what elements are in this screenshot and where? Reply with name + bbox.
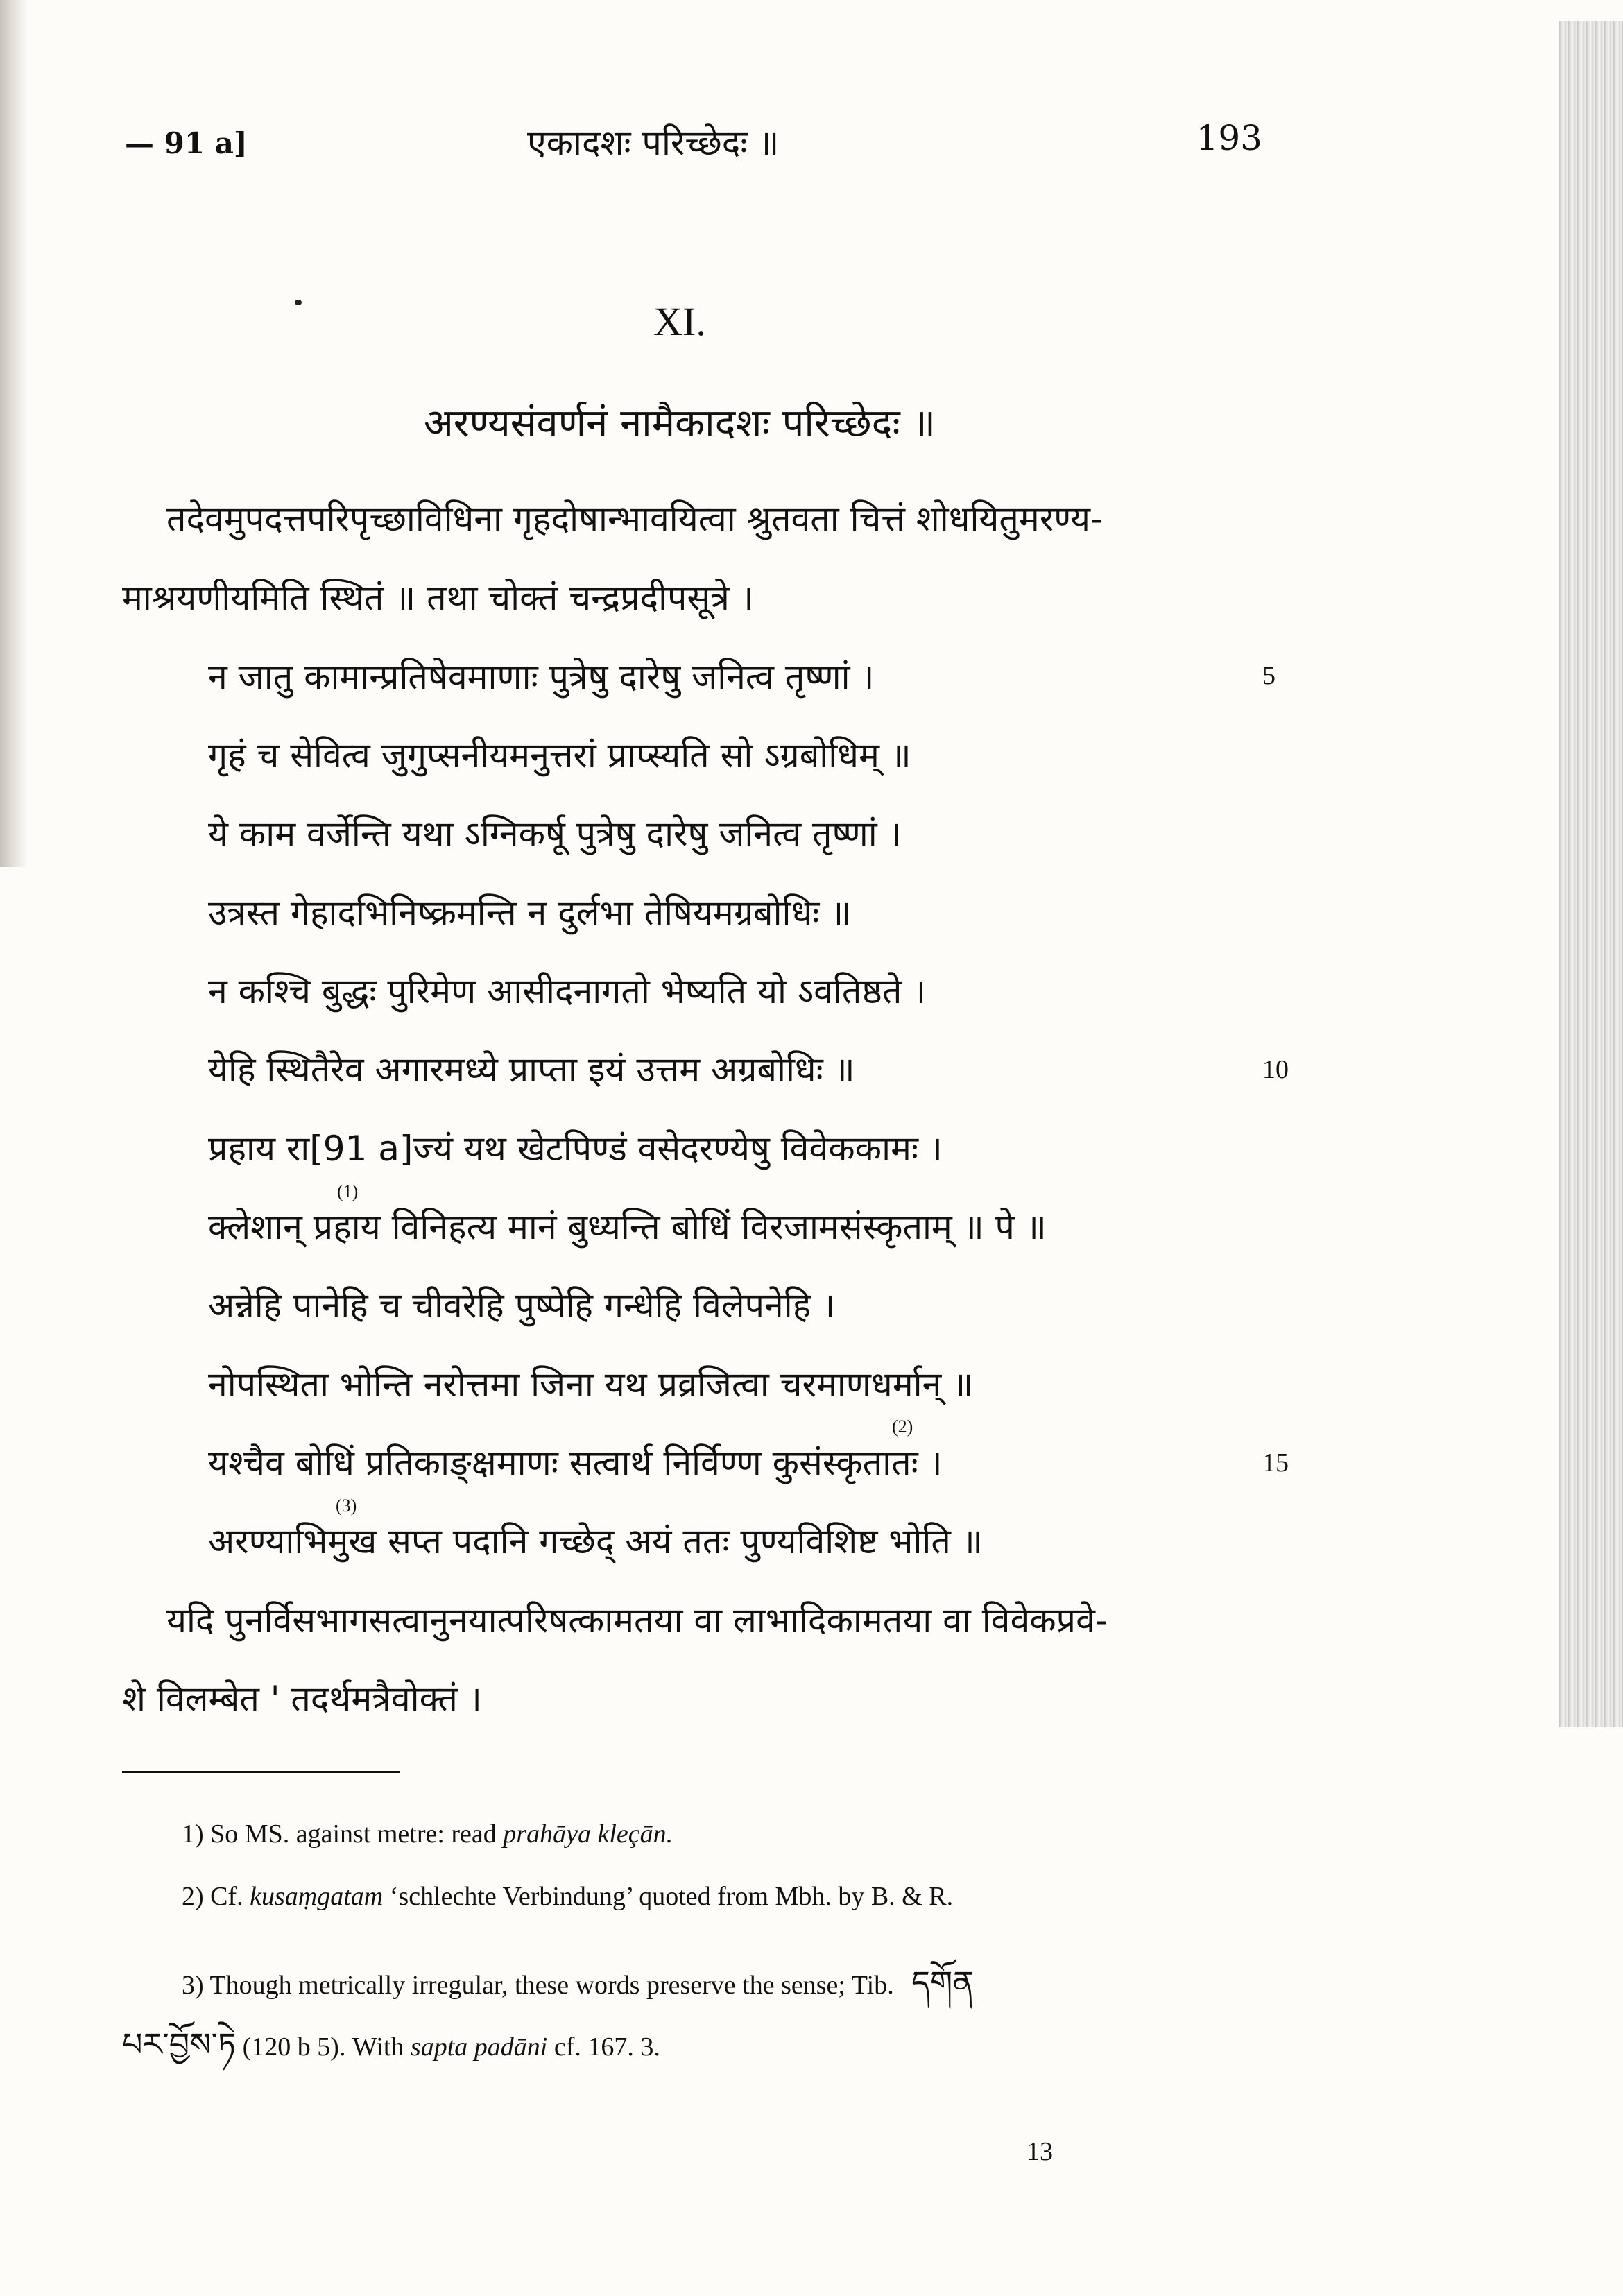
footnote-3-text: 3) Though metrically irregular, these words preserve the sense; Tib. xyxy=(182,1971,894,2000)
tibetan-word-2: པར་བྱོས་ཏེ xyxy=(122,2025,237,2063)
footnote-2-italic: kusaṃgatam xyxy=(250,1882,384,1911)
footnote-3-mid: (120 b 5). With xyxy=(236,2032,411,2062)
line-number-15: 15 xyxy=(1262,1448,1289,1477)
verse-line: उत्रस्त गेहादभिनिष्क्रमन्ति न दुर्लभा तेषियमग्रबोधिः ॥ xyxy=(208,893,852,933)
chapter-number: XI. xyxy=(653,299,706,344)
tibetan-word-1: དགོན xyxy=(911,1964,974,2001)
running-head xyxy=(125,118,1262,173)
prose-line-2: माश्रयणीयमिति स्थितं ॥ तथा चोक्तं चन्द्रप्रदीपसूत्रे । xyxy=(122,578,754,618)
footnote-2-prefix: 2) Cf. xyxy=(182,1882,250,1911)
verse-line: न जातु कामान्प्रतिषेवमाणाः पुत्रेषु दारेषु जनित्व तृष्णां । xyxy=(208,657,875,697)
verse-line: ये काम वर्जेन्ति यथा ऽग्निकर्षू पुत्रेषु दारेषु जनित्व तृष्णां । xyxy=(208,814,902,854)
superscript-fn1: (1) xyxy=(337,1181,359,1201)
verse-line: येहि स्थितैरेव अगारमध्ये प्राप्ता इयं उत्तम अग्रबोधिः ॥ xyxy=(208,1050,855,1090)
verse-line: गृहं च सेवित्व जुगुप्सनीयमनुत्तरां प्राप्स्यति सो ऽग्रबोधिम् ॥ xyxy=(208,735,911,776)
footnote-2-suffix: ‘schlechte Verbindung’ quoted from Mbh. by B. & R. xyxy=(383,1882,954,1911)
footnote-rule xyxy=(122,1771,400,1773)
verse-line: क्लेशान् प्रहाय विनिहत्य मानं बुध्यन्ति बोधिं विरजामसंस्कृताम् ॥ पे ॥ xyxy=(208,1207,1047,1247)
running-head-folio-ref: — 91 a] xyxy=(125,126,248,160)
line-number-10: 10 xyxy=(1262,1055,1289,1084)
superscript-fn3: (3) xyxy=(336,1496,357,1516)
scan-edge-right xyxy=(1559,21,1623,1727)
verse-line: न कश्चि बुद्धः पुरिमेण आसीदनागतो भेष्यति यो ऽवतिष्ठते । xyxy=(208,971,927,1011)
footnote-3-suffix: cf. 167. 3. xyxy=(547,2032,660,2062)
footnote-2 xyxy=(182,1881,953,1912)
prose-line-3: यदि पुनर्विसभागसत्वानुनयात्परिषत्कामतया वा लाभादिकामतया वा विवेकप्रवे- xyxy=(166,1600,1108,1640)
footnote-3-line-2 xyxy=(122,2010,660,2099)
prose-line-1: तदेवमुपदत्तपरिपृच्छाविधिना गृहदोषान्भावयित्वा श्रुतवता चित्तं शोधयितुमरण्य- xyxy=(166,499,1104,539)
footnote-3-italic: sapta padāni xyxy=(410,2032,548,2062)
verse-line: नोपस्थिता भोन्ति नरोत्तमा जिना यथ प्रव्रजित्वा चरमाणधर्मान् ॥ xyxy=(208,1364,974,1405)
verse-line: अन्नेहि पानेहि च चीवरेहि पुष्पेहि गन्धेहि विलेपनेहि । xyxy=(208,1285,836,1326)
footnote-1-italic: prahāya kleçān. xyxy=(503,1819,673,1849)
page-number: 193 xyxy=(1196,118,1262,158)
signature-mark: 13 xyxy=(1027,2137,1053,2166)
superscript-fn2: (2) xyxy=(892,1416,913,1437)
verse-line: अरण्याभिमुख सप्त पदानि गच्छेद् अयं ततः पुण्यविशिष्ट भोति ॥ xyxy=(208,1521,983,1561)
verse-line: यश्चैव बोधिं प्रतिकाङ्क्षमाणः सत्वार्थ निर्विण्ण कुसंस्कृतातः । xyxy=(208,1443,943,1483)
prose-line-4: शे विलम्बेत ' तदर्थमत्रैवोक्तं । xyxy=(122,1679,482,1719)
line-number-5: 5 xyxy=(1262,661,1276,690)
chapter-title: अरण्यसंवर्णनं नामैकादशः परिच्छेदः ॥ xyxy=(423,401,936,446)
verse-line: प्रहाय रा[91 a]ज्यं यथ खेटपिण्डं वसेदरण्येषु विवेककामः । xyxy=(208,1129,943,1169)
footnote-1 xyxy=(182,1819,673,1849)
running-head-title: एकादशः परिच्छेदः ॥ xyxy=(527,123,780,163)
footnote-1-text: 1) So MS. against metre: read xyxy=(182,1819,504,1849)
